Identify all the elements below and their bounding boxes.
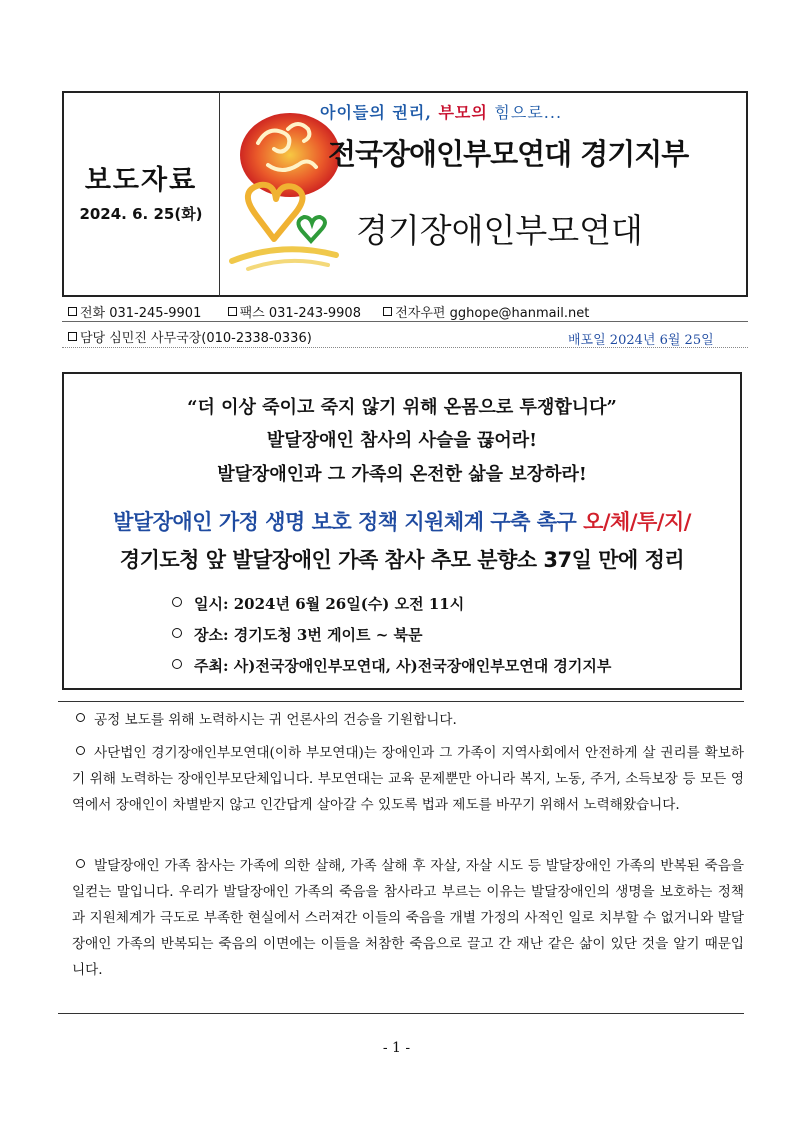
contact-fax: 팩스 031-243-9908	[239, 306, 361, 321]
slogan-part2: 권리,	[392, 103, 439, 122]
divider	[58, 1013, 744, 1014]
distribution-date: 배포일 2024년 6월 25일	[568, 333, 714, 348]
divider	[62, 347, 748, 348]
headline-slogan-1: 발달장애인 참사의 사슬을 끊어라!	[266, 430, 538, 451]
body-paragraph-text: 사단법인 경기장애인부모연대(이하 부모연대)는 장애인과 그 가족이 지역사회에서 안전하게 살 권리를 확보하기 위해 노력하는 장애인부모단체입니다. 부모연대는 교육 문제뿐만 아니라 복지, 노동, 주거, 소득보장 등 모든 영역에서 장애인이 차별받지 않고 인간답게 살아갈 수 있도록 법과 제도를 바꾸기 위해서 노력해왔습니다.	[72, 745, 744, 813]
body-paragraph	[72, 707, 744, 733]
body-paragraph	[72, 853, 744, 983]
slogan-part4: 힘으로...	[494, 103, 563, 122]
divider	[62, 321, 748, 322]
event-datetime: 일시: 2024년 6월 26일(수) 오전 11시	[194, 595, 465, 613]
headline-slogan-2: 발달장애인과 그 가족의 온전한 삶을 보장하라!	[217, 464, 587, 485]
headline-main-title-text: 발달장애인 가정 생명 보호 정책 지원체계 구축 촉구	[113, 510, 584, 534]
bullet-circle-icon	[76, 713, 85, 722]
bullet-circle-icon	[76, 746, 85, 755]
checkbox-square-icon	[68, 332, 77, 341]
contact-phone: 전화 031-245-9901	[80, 306, 202, 321]
headline-main-title-red: 오/체/투/지/	[583, 510, 691, 534]
event-info-item	[172, 655, 611, 676]
bullet-circle-icon	[172, 597, 182, 607]
body-paragraph	[72, 740, 744, 818]
contact-email: 전자우편 gghope@hanmail.net	[395, 306, 590, 321]
page-number: - 1 -	[382, 1040, 411, 1056]
headline-quote: “더 이상 죽이고 죽지 않기 위해 온몸으로 투쟁합니다”	[187, 397, 617, 418]
headline-subtitle: 경기도청 앞 발달장애인 가족 참사 추모 분향소 37일 만에 정리	[119, 548, 685, 572]
contact-manager-row	[68, 327, 312, 346]
bullet-circle-icon	[76, 859, 85, 868]
checkbox-square-icon	[383, 307, 392, 316]
event-host: 주최: 사)전국장애인부모연대, 사)전국장애인부모연대 경기지부	[194, 657, 612, 675]
bullet-circle-icon	[172, 628, 182, 638]
press-release-title: 보도자료	[84, 165, 198, 196]
checkbox-square-icon	[228, 307, 237, 316]
event-location: 장소: 경기도청 3번 게이트 ~ 북문	[194, 626, 423, 644]
slogan-part1: 아이들의	[320, 103, 393, 122]
event-info-item	[172, 593, 464, 614]
headline-main-title	[62, 506, 742, 536]
organization-logo	[228, 103, 346, 273]
bullet-circle-icon	[172, 659, 182, 669]
organization-name-gyeonggi: 경기장애인부모연대	[356, 211, 643, 250]
slogan	[320, 100, 562, 123]
contact-row	[68, 302, 589, 321]
organization-name-national: 전국장애인부모연대 경기지부	[328, 137, 689, 171]
body-paragraph-text: 공정 보도를 위해 노력하시는 귀 언론사의 건승을 기원합니다.	[94, 712, 457, 728]
slogan-part3: 부모의	[438, 103, 495, 122]
contact-manager: 담당 심민진 사무국장(010-2338-0336)	[80, 331, 312, 346]
body-paragraph-text: 발달장애인 가족 참사는 가족에 의한 살해, 가족 살해 후 자살, 자살 시도 등 발달장애인 가족의 반복된 죽음을 일컫는 말입니다. 우리가 발달장애인 가족의 죽음을 참사라고 부르는 이유는 발달장애인의 생명을 보호하는 정책과 지원체계가 극도로 부족한 현실에서 스러져간 이들의 죽음을 개별 가정의 사적인 일로 치부할 수 없거니와 발달장애인 가족의 반복되는 죽음의 이면에는 이들을 처참한 죽음으로 끌고 간 재난 같은 삶이 있단 것을 알기 때문입니다.	[72, 858, 744, 978]
event-info-item	[172, 624, 423, 645]
checkbox-square-icon	[68, 307, 77, 316]
press-release-date: 2024. 6. 25(화)	[79, 205, 203, 223]
divider	[58, 701, 744, 702]
